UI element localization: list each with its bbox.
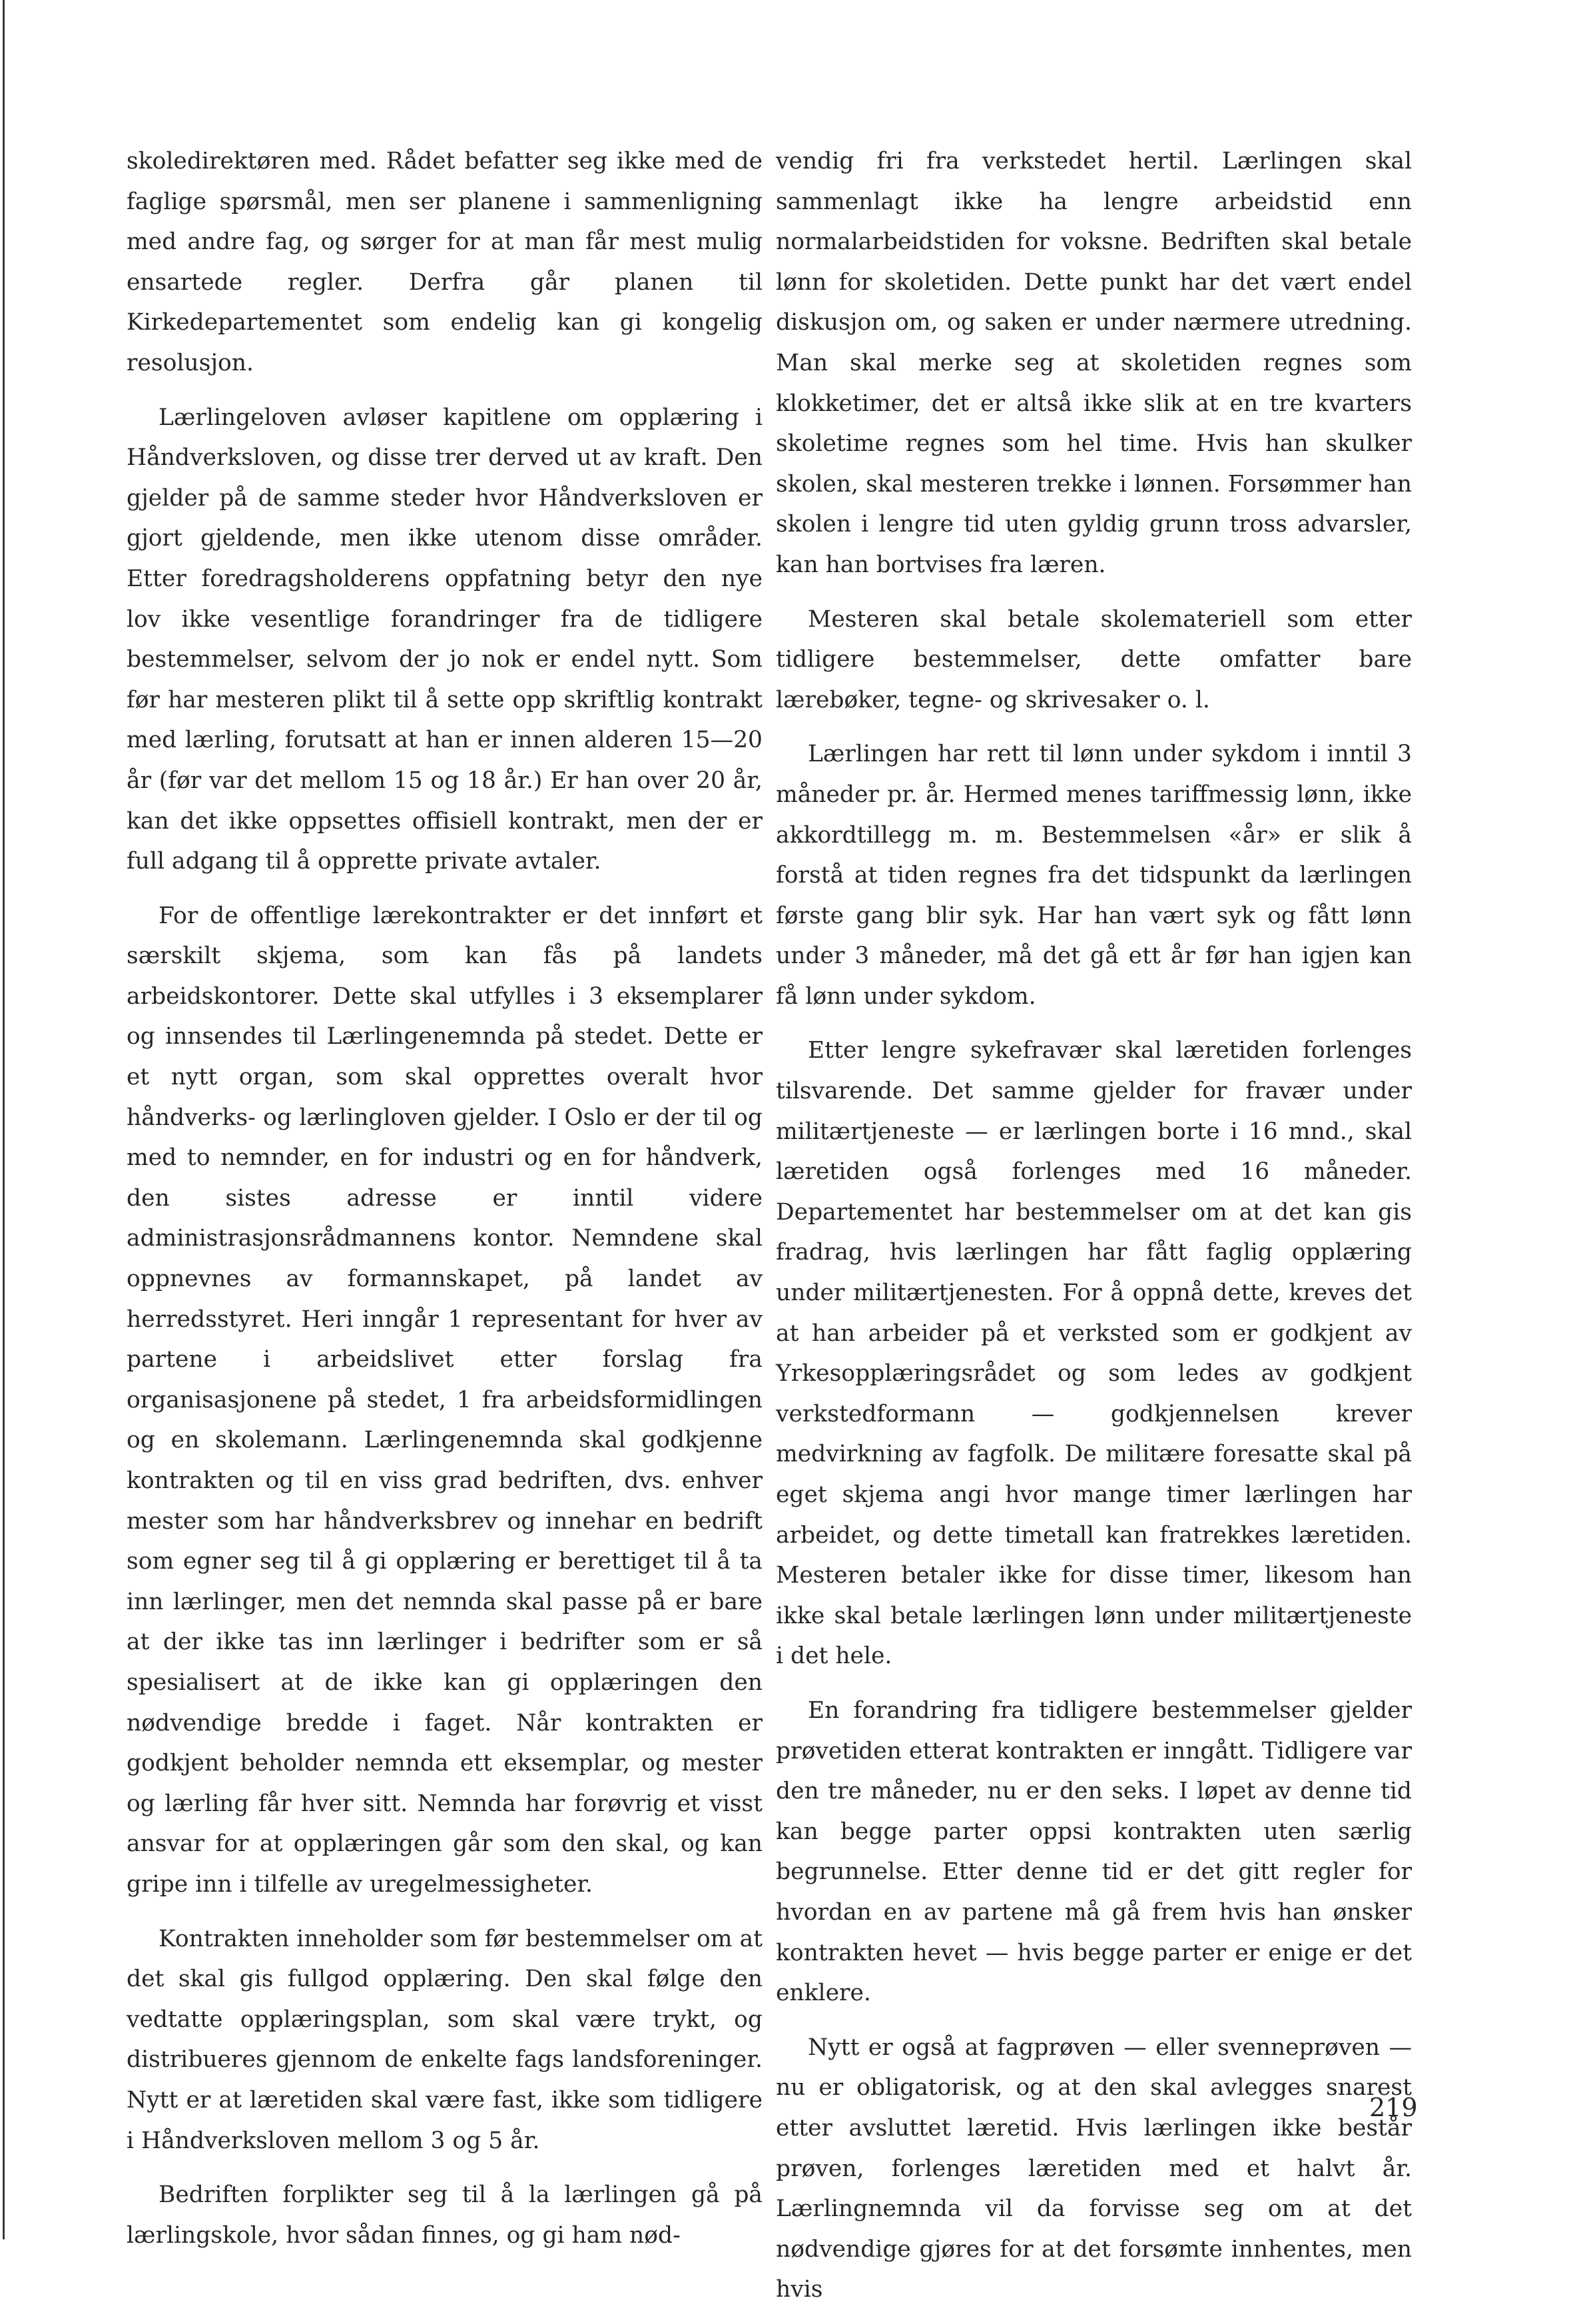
paragraph: Mesteren skal betale skolemateriell som etter tidligere bestemmelser, dette omfatter bare lærebøker, tegne- og skrivesaker o. l. <box>776 605 1412 713</box>
paragraph: skoledirektøren med. Rådet befatter seg ikke med de faglige spørsmål, men ser planene i sammenligning med andre fag, og sørger for at man får mest mulig ensartede regler. Derfra går planen til Kirkedepartementet som endelig kan gi kongelig resolusjon. <box>127 148 763 376</box>
scan-edge-line <box>3 0 5 2239</box>
paragraph: vendig fri fra verkstedet hertil. Lærlingen skal sammenlagt ikke ha lengre arbeidstid enn normalarbeidstiden for voksne. Bedriften skal betale lønn for skoletiden. Dette punkt har det vært endel diskusjon om, og saken er under nærmere utredning. Man skal merke seg at skoletiden regnes som klokketimer, det er altså ikke slik at en tre kvarters skoletime regnes som hel time. Hvis han skulker skolen, skal mesteren trekke i lønnen. Forsømmer han skolen i lengre tid uten gyldig grunn tross advarsler, kan han bortvises fra læren. <box>776 148 1412 578</box>
paragraph: Lærlingeloven avløser kapitlene om opplæring i Håndverksloven, og disse trer derved ut av kraft. Den gjelder på de samme steder hvor Håndverksloven er gjort gjeldende, men ikke utenom disse områder. Etter foredragsholderens oppfatning betyr den nye lov ikke vesentlige forandringer fra de tidligere bestemmelser, selvom der jo nok er endel nytt. Som før har mesteren plikt til å sette opp skriftlig kontrakt med lærling, forutsatt at han er innen alderen 15—20 år (før var det mellom 15 og 18 år.) Er han over 20 år, kan det ikke oppsettes offisiell kontrakt, men der er full adgang til å opprette private avtaler. <box>127 404 763 875</box>
paragraph: Kontrakten inneholder som før bestemmelser om at det skal gis fullgod opplæring. Den skal følge den vedtatte opplæringsplan, som skal være trykt, og distribueres gjennom de enkelte fags landsforeninger. Nytt er at læretiden skal være fast, ikke som tidligere i Håndverksloven mellom 3 og 5 år. <box>127 1925 763 2154</box>
paragraph: Lærlingen har rett til lønn under sykdom i inntil 3 måneder pr. år. Hermed menes tariffmessig lønn, ikke akkordtillegg m. m. Bestemmelsen «år» er slik å forstå at tiden regnes fra det tidspunkt da lærlingen første gang blir syk. Har han vært syk og fått lønn under 3 måneder, må det gå ett år før han igjen kan få lønn under sykdom. <box>776 741 1412 1010</box>
paragraph: For de offentlige lærekontrakter er det innført et særskilt skjema, som kan fås på landets arbeidskontorer. Dette skal utfylles i 3 eksemplarer og innsendes til Lærlingenemnda på stedet. Dette er et nytt organ, som skal opprettes overalt hvor håndverks- og lærlingloven gjelder. I Oslo er der til og med to nemnder, en for industri og en for håndverk, den sistes adresse er inntil videre administrasjonsrådmannens kontor. Nemndene skal oppnevnes av formannskapet, på landet av herredsstyret. Heri inngår 1 representant for hver av partene i arbeidslivet etter forslag fra organisasjonene på stedet, 1 fra arbeidsformidlingen og en skolemann. Lærlingenemnda skal godkjenne kontrakten og til en viss grad bedriften, dvs. enhver mester som har håndverksbrev og innehar en bedrift som egner seg til å gi opplæring er berettiget til å ta inn lærlinger, men det nemnda skal passe på er bare at der ikke tas inn lærlinger i bedrifter som er så spesialisert at de ikke kan gi opplæringen den nødvendige bredde i faget. Når kontrakten er godkjent beholder nemnda ett eksemplar, og mester og lærling får hver sitt. Nemnda har forøvrig et visst ansvar for at opplæringen går som den skal, og kan gripe inn i tilfelle av uregelmessigheter. <box>127 902 763 1898</box>
page-number: 219 <box>1369 2093 1418 2122</box>
left-column <box>127 141 763 2269</box>
paragraph: Etter lengre sykefravær skal læretiden forlenges tilsvarende. Det samme gjelder for fravær under militærtjeneste — er lærlingen borte i 16 mnd., skal læretiden også forlenges med 16 måneder. Departementet har bestemmelser om at det kan gis fradrag, hvis lærlingen har fått faglig opplæring under militærtjenesten. For å oppnå dette, kreves det at han arbeider på et verksted som er godkjent av Yrkesopplæringsrådet og som ledes av godkjent verkstedformann — godkjennelsen krever medvirkning av fagfolk. De militære foresatte skal på eget skjema angi hvor mange timer lærlingen har arbeidet, og dette timetall kan fratrekkes læretiden. Mesteren betaler ikke for disse timer, likesom han ikke skal betale lærlingen lønn under militærtjeneste i det hele. <box>776 1037 1412 1670</box>
paragraph: Nytt er også at fagprøven — eller svenneprøven —nu er obligatorisk, og at den skal avlegges snarest etter avsluttet læretid. Hvis lærlingen ikke består prøven, forlenges læretiden med et halvt år. Lærlingnemnda vil da forvisse seg om at det nødvendige gjøres for at det forsømte innhentes, men hvis <box>776 2034 1412 2303</box>
paragraph: En forandring fra tidligere bestemmelser gjelder prøvetiden etterat kontrakten er inngått. Tidligere var den tre måneder, nu er den seks. I løpet av denne tid kan begge parter oppsi kontrakten uten særlig begrunnelse. Etter denne tid er det gitt regler for hvordan en av partene må gå frem hvis han ønsker kontrakten hevet — hvis begge parter er enige er det enklere. <box>776 1697 1412 2007</box>
right-column <box>776 141 1412 2324</box>
paragraph: Bedriften forplikter seg til å la lærlingen gå på lærlingskole, hvor sådan finnes, og gi ham nød- <box>127 2181 763 2249</box>
